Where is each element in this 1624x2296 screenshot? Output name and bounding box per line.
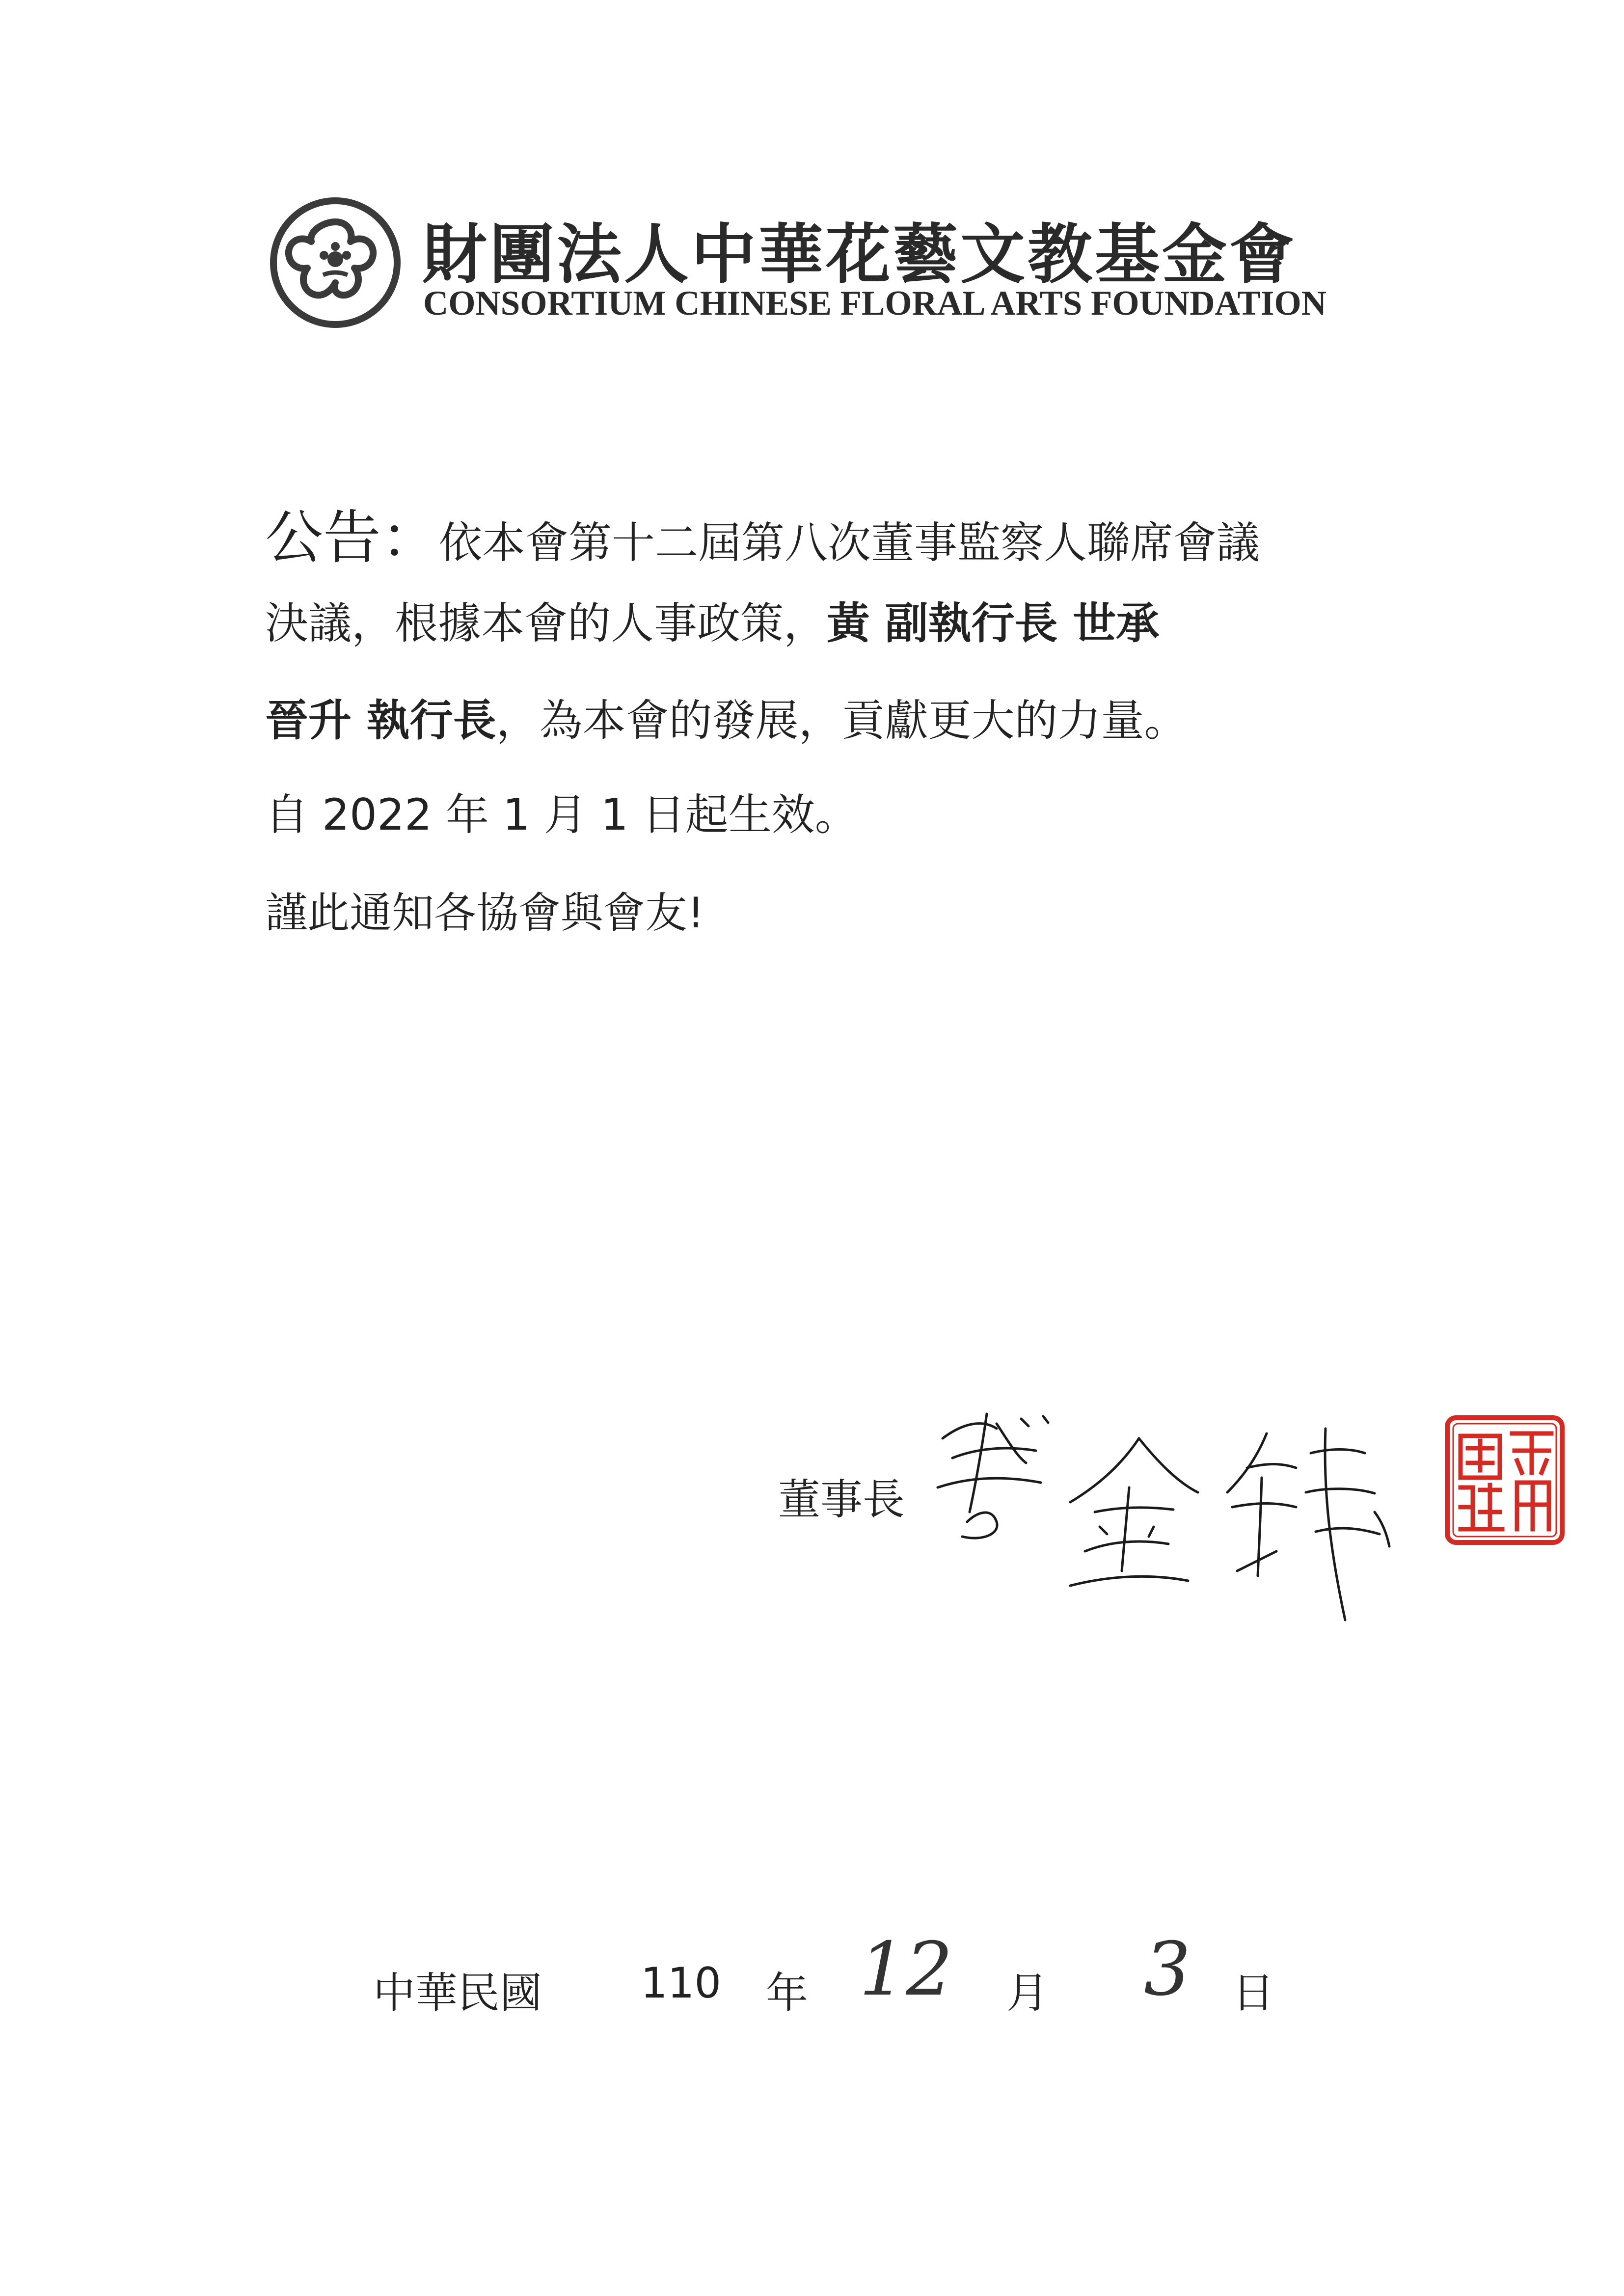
date-year: 110 — [641, 1959, 722, 2008]
notice-line-1 — [265, 491, 1434, 574]
date-era: 中華民國 — [373, 1969, 542, 2018]
date-year-unit: 年 — [766, 1969, 808, 2018]
chairman-title: 董事長 — [778, 1475, 905, 1524]
notice-text-1: 依本會第十二屆第八次董事監察人聯席會議 — [439, 517, 1260, 568]
date-day-handwritten: 3 — [1144, 1927, 1191, 2012]
date-month-handwritten: 12 — [859, 1927, 953, 2012]
red-seal-stamp — [1443, 1414, 1566, 1546]
org-name-zh: 財團法人中華花藝文教基金會 — [422, 216, 1297, 293]
handwritten-signature — [923, 1365, 1414, 1640]
notice-text-2a: 決議，根據本會的人事政策， — [265, 598, 827, 648]
effective-date: 自 2022 年 1 月 1 日起生效。 — [265, 789, 858, 840]
notice-text-3b: ，為本會的發展，貢獻更大的力量。 — [496, 695, 1188, 746]
org-name-en: CONSORTIUM CHINESE FLORAL ARTS FOUNDATION — [423, 284, 1326, 323]
closing-line: 謹此通知各協會與會友! — [265, 889, 704, 938]
notice-line-3 — [265, 686, 1434, 748]
notice-line-2 — [265, 589, 1434, 651]
appointee-name: 黃 副執行長 世承 — [827, 598, 1160, 648]
date-day-unit: 日 — [1232, 1969, 1274, 2018]
plum-blossom-logo-icon — [269, 196, 402, 329]
notice-label: 公告： — [265, 504, 439, 571]
date-month-unit: 月 — [1006, 1969, 1049, 2018]
new-position: 晉升 執行長 — [265, 695, 496, 746]
